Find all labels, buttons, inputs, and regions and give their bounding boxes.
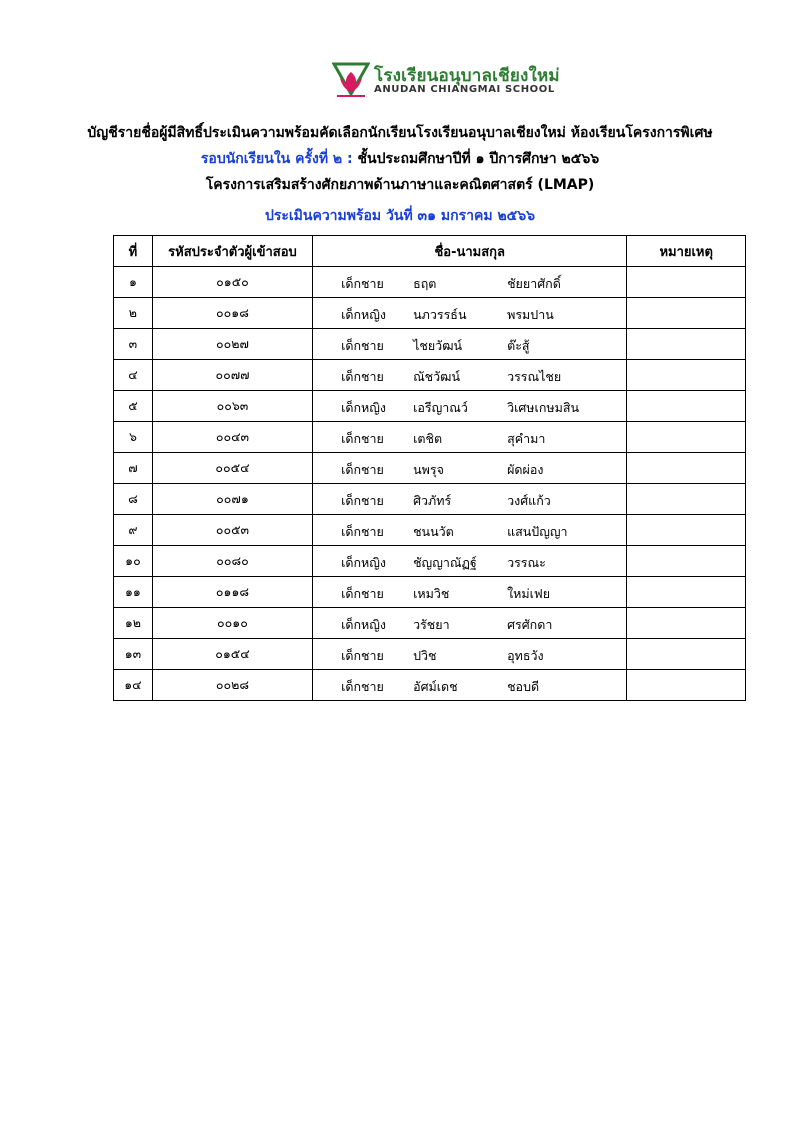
first-name: ธฤต: [413, 276, 437, 291]
row-code: ๐๐๕๔: [152, 453, 312, 484]
row-name: [313, 422, 627, 453]
first-name: เหมวิช: [413, 586, 450, 601]
table-row: [114, 484, 746, 515]
title-line-1: บัญชีรายชื่อผู้มีสิทธิ์ประเมินความพร้อมคัดเลือกนักเรียนโรงเรียนอนุบาลเชียงใหม่ ห้องเรียนโครงการพิเศษ: [87, 125, 713, 141]
table-row: [114, 639, 746, 670]
header-name: ชื่อ-นามสกุล: [313, 236, 627, 267]
row-note: [627, 639, 746, 670]
row-code: ๐๐๕๓: [152, 515, 312, 546]
name-prefix: เด็กหญิง: [341, 555, 387, 570]
table-row: [114, 577, 746, 608]
row-no: ๑๒: [114, 608, 153, 639]
row-note: [627, 453, 746, 484]
table-row: [114, 546, 746, 577]
table-row: [114, 267, 746, 298]
first-name: เอรีญาณว์: [413, 400, 468, 415]
row-code: ๐๐๖๓: [152, 391, 312, 422]
row-no: ๑๑: [114, 577, 153, 608]
table-header-row: [114, 236, 746, 267]
last-name: วงศ์แก้ว: [507, 493, 551, 508]
row-note: [627, 298, 746, 329]
row-no: ๕: [114, 391, 153, 422]
row-note: [627, 546, 746, 577]
last-name: วิเศษเกษมสิน: [507, 400, 580, 415]
row-no: ๑: [114, 267, 153, 298]
name-prefix: เด็กชาย: [341, 338, 384, 353]
first-name: วรัชยา: [413, 617, 450, 632]
first-name: ไชยวัฒน์: [413, 338, 463, 353]
row-name: [313, 577, 627, 608]
name-prefix: เด็กชาย: [341, 586, 384, 601]
row-name: [313, 515, 627, 546]
name-prefix: เด็กชาย: [341, 679, 384, 694]
first-name: ศิวภัทร์: [413, 493, 452, 508]
row-note: [627, 515, 746, 546]
row-name: [313, 267, 627, 298]
table-row: [114, 298, 746, 329]
row-note: [627, 360, 746, 391]
row-name: [313, 546, 627, 577]
name-prefix: เด็กชาย: [341, 524, 384, 539]
round-label: รอบนักเรียนใน ครั้งที่ ๒ :: [200, 151, 353, 167]
name-prefix: เด็กชาย: [341, 648, 384, 663]
table-row: [114, 329, 746, 360]
last-name: วรรณะ: [507, 555, 546, 570]
row-code: ๐๑๑๘: [152, 577, 312, 608]
last-name: พรมปาน: [507, 307, 554, 322]
last-name: วรรณไชย: [507, 369, 562, 384]
row-no: ๔: [114, 360, 153, 391]
last-name: ชัยยาศักดิ์: [507, 276, 561, 291]
row-name: [313, 391, 627, 422]
name-prefix: เด็กหญิง: [341, 617, 387, 632]
row-name: [313, 484, 627, 515]
last-name: ต๊ะสู้: [507, 338, 530, 353]
row-code: ๐๐๑๐: [152, 608, 312, 639]
name-prefix: เด็กชาย: [341, 369, 384, 384]
row-note: [627, 577, 746, 608]
row-code: ๐๐๒๘: [152, 670, 312, 701]
name-prefix: เด็กชาย: [341, 493, 384, 508]
assessment-date: ประเมินความพร้อม วันที่ ๓๑ มกราคม ๒๕๖๖: [264, 208, 536, 224]
name-prefix: เด็กหญิง: [341, 307, 387, 322]
row-code: ๐๐๘๐: [152, 546, 312, 577]
last-name: สุคำมา: [507, 431, 546, 446]
row-note: [627, 422, 746, 453]
row-name: [313, 298, 627, 329]
table-row: [114, 515, 746, 546]
name-prefix: เด็กชาย: [341, 276, 384, 291]
row-no: ๙: [114, 515, 153, 546]
row-note: [627, 608, 746, 639]
first-name: ชัญญาณัฏฐ์: [413, 555, 477, 570]
row-note: [627, 267, 746, 298]
table-row: [114, 360, 746, 391]
row-note: [627, 484, 746, 515]
row-code: ๐๐๗๑: [152, 484, 312, 515]
row-no: ๑๔: [114, 670, 153, 701]
first-name: อัศม์เดช: [413, 679, 458, 694]
candidate-table: [113, 235, 746, 701]
school-name: โรงเรียนอนุบาลเชียงใหม่: [374, 66, 560, 86]
last-name: ชอบดี: [507, 679, 540, 694]
row-name: [313, 639, 627, 670]
row-code: ๐๑๕๔: [152, 639, 312, 670]
header-note: หมายเหตุ: [627, 236, 746, 267]
row-code: ๐๐๗๗: [152, 360, 312, 391]
row-note: [627, 391, 746, 422]
row-no: ๑๐: [114, 546, 153, 577]
row-name: [313, 608, 627, 639]
row-no: ๗: [114, 453, 153, 484]
header-code: รหัสประจำตัวผู้เข้าสอบ: [152, 236, 312, 267]
row-no: ๖: [114, 422, 153, 453]
last-name: ใหม่เฟย: [507, 586, 551, 601]
last-name: ผัดผ่อง: [507, 462, 544, 477]
last-name: แสนปัญญา: [507, 524, 568, 539]
name-prefix: เด็กชาย: [341, 431, 384, 446]
row-name: [313, 453, 627, 484]
row-no: ๒: [114, 298, 153, 329]
row-code: ๐๐๔๓: [152, 422, 312, 453]
last-name: อุทธวัง: [507, 648, 544, 663]
row-code: ๐๑๕๐: [152, 267, 312, 298]
school-logo: [332, 60, 560, 102]
first-name: นพรุจ: [413, 462, 444, 477]
row-no: ๘: [114, 484, 153, 515]
table-row: [114, 391, 746, 422]
table-row: [114, 422, 746, 453]
last-name: ศรศักดา: [507, 617, 553, 632]
first-name: เตชิต: [413, 431, 443, 446]
row-no: ๓: [114, 329, 153, 360]
table-row: [114, 453, 746, 484]
table-row: [114, 608, 746, 639]
title-line-2: [0, 148, 800, 170]
grade-label: ชั้นประถมศึกษาปีที่ ๑ ปีการศึกษา ๒๕๖๖: [352, 151, 600, 167]
table-row: [114, 670, 746, 701]
row-code: ๐๐๒๗: [152, 329, 312, 360]
table-body: [114, 267, 746, 701]
name-prefix: เด็กชาย: [341, 462, 384, 477]
header-no: ที่: [114, 236, 153, 267]
row-name: [313, 329, 627, 360]
row-code: ๐๐๑๘: [152, 298, 312, 329]
row-no: ๑๓: [114, 639, 153, 670]
lotus-emblem-icon: [332, 60, 370, 100]
row-name: [313, 360, 627, 391]
row-name: [313, 670, 627, 701]
row-note: [627, 329, 746, 360]
first-name: ปวิช: [413, 648, 437, 663]
first-name: ชนนวัต: [413, 524, 454, 539]
row-note: [627, 670, 746, 701]
school-name-en: ANUDAN CHIANGMAI SCHOOL: [374, 84, 555, 95]
title-line-3: โครงการเสริมสร้างศักยภาพด้านภาษาและคณิตศาสตร์ (LMAP): [205, 177, 595, 193]
first-name: ณัชวัฒน์: [413, 369, 461, 384]
name-prefix: เด็กหญิง: [341, 400, 387, 415]
first-name: นภวรรธ์น: [413, 307, 467, 322]
